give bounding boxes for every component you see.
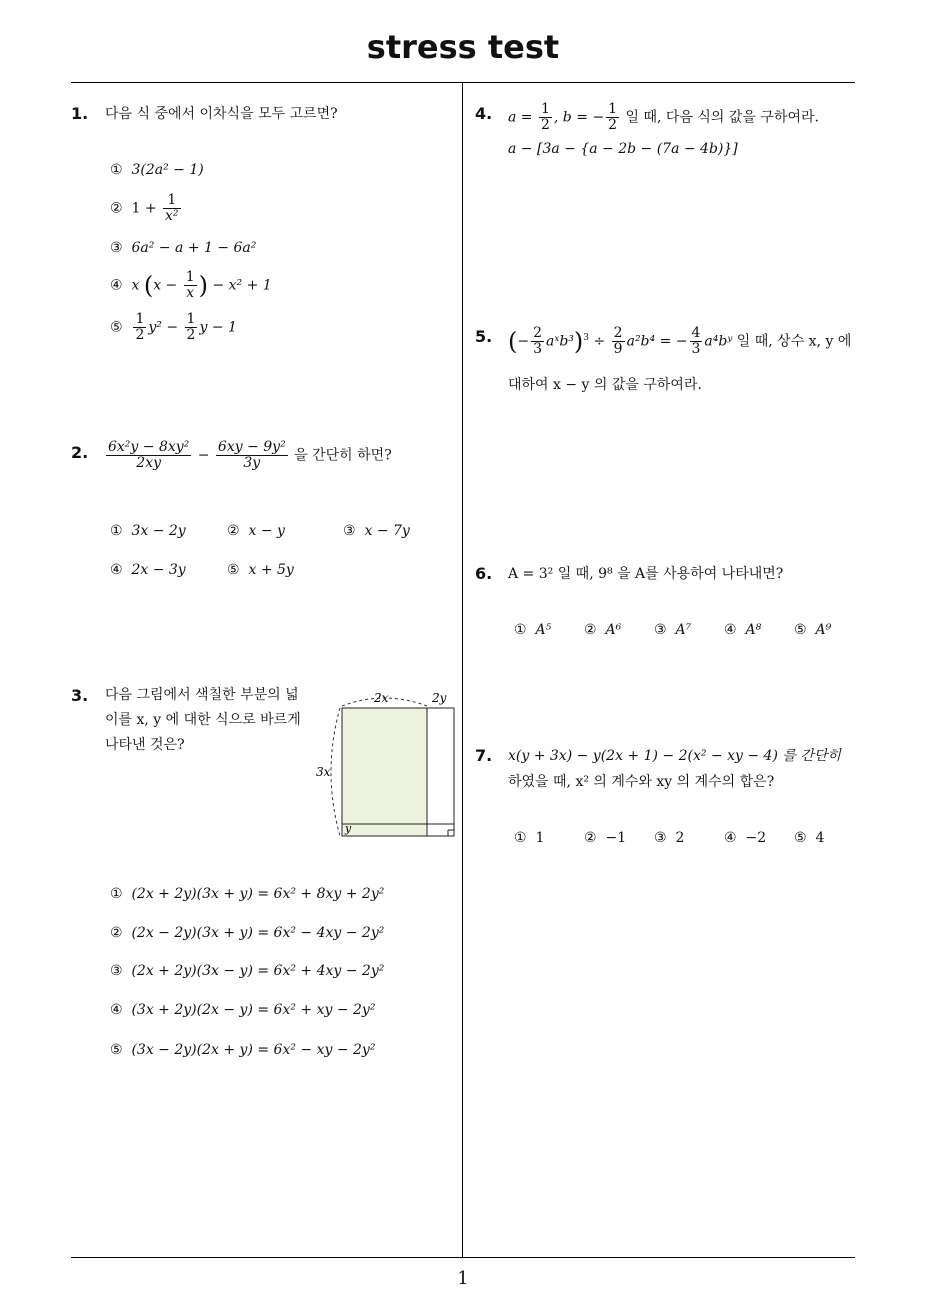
option-4[interactable]: ④ A⁸ [724, 622, 762, 638]
expression: a − [3a − {a − 2b − (7a − 4b)}] [508, 141, 738, 157]
column-divider [462, 83, 463, 1258]
rectangle-figure [310, 686, 462, 842]
option-2[interactable]: ② x − y [227, 523, 285, 539]
question-prompt-line2: 하였을 때, x² 의 계수와 xy 의 계수의 합은? [508, 774, 775, 790]
page-title: stress test [366, 28, 560, 66]
option-1[interactable]: ① (2x + 2y)(3x + y) = 6x² + 8xy + 2y² [110, 886, 385, 902]
question-prompt: 다음 식 중에서 이차식을 모두 고르면? [105, 106, 338, 122]
option-4[interactable]: ④ x (x − $\frac{1}{x}$ ) − x² + 1 [110, 269, 272, 301]
shaded-region [342, 708, 427, 836]
option-5[interactable]: ⑤ A⁹ [794, 622, 832, 638]
question-number: 4. [475, 104, 493, 123]
question-number: 1. [71, 104, 89, 123]
option-2[interactable]: ② (2x − 2y)(3x + y) = 6x² − 4xy − 2y² [110, 925, 385, 941]
bottom-rule [71, 1257, 855, 1258]
question-prompt-line2: 대하여 x − y 의 값을 구하여라. [508, 377, 702, 393]
question-prompt: a = $\frac{1}{2}$ , b = − $\frac{1}{2}$ 일 때, 다음 식의 값을 구하여라. [508, 101, 819, 133]
question-number: 2. [71, 443, 89, 462]
option-3[interactable]: ③ (2x + 2y)(3x − y) = 6x² + 4xy − 2y² [110, 963, 385, 979]
question-prompt: x(y + 3x) − y(2x + 1) − 2(x² − xy − 4) 를 간단히 [508, 748, 841, 764]
option-2[interactable]: ② −1 [584, 830, 627, 846]
option-5[interactable]: ⑤ x + 5y [227, 562, 294, 578]
option-5[interactable]: ⑤ 4 [794, 830, 825, 846]
question-number: 6. [475, 564, 493, 583]
option-3[interactable]: ③ 2 [654, 830, 685, 846]
question-prompt: 다음 그림에서 색칠한 부분의 넓이를 x, y 에 대한 식으로 바르게 나타낸 것은? [105, 687, 301, 753]
label-3x: 3x [316, 765, 331, 779]
option-5[interactable]: ⑤ $\frac{1}{2}$ y² − $\frac{1}{2}$ y − 1 [110, 311, 237, 343]
label-y: y [345, 822, 352, 835]
question-number: 5. [475, 327, 493, 346]
label-2x: 2x [374, 691, 389, 705]
option-1[interactable]: ① 3(2a² − 1) [110, 162, 204, 178]
question-number: 7. [475, 746, 493, 765]
option-3[interactable]: ③ A⁷ [654, 622, 692, 638]
option-4[interactable]: ④ −2 [724, 830, 767, 846]
option-4[interactable]: ④ 2x − 3y [110, 562, 186, 578]
question-prompt: A = 3² 일 때, 9⁸ 을 A를 사용하여 나타내면? [508, 566, 784, 582]
question-prompt: $\frac{\text{6x²y − 8xy²}}{2xy}$ − $\frac{\text{6xy − 9y²}}{3y}$ 을 간단히 하면? [108, 439, 392, 471]
option-1[interactable]: ① 1 [514, 830, 545, 846]
top-rule [71, 82, 855, 83]
option-1[interactable]: ① 3x − 2y [110, 523, 186, 539]
page-number: 1 [457, 1268, 469, 1289]
question-number: 3. [71, 686, 89, 705]
option-2[interactable]: ② A⁶ [584, 622, 622, 638]
label-2y: 2y [432, 691, 447, 705]
option-1[interactable]: ① A⁵ [514, 622, 552, 638]
option-4[interactable]: ④ (3x + 2y)(2x − y) = 6x² + xy − 2y² [110, 1002, 376, 1018]
option-3[interactable]: ③ 6a² − a + 1 − 6a² [110, 240, 257, 256]
option-2[interactable]: ② 1 + $\frac{1}{\text{x²}}$ [110, 192, 179, 224]
option-3[interactable]: ③ x − 7y [343, 523, 410, 539]
question-prompt: (− $\frac{2}{3}$ aˣb³)$^3$ ÷ $\frac{2}{9}$ a²b⁴ = − $\frac{4}{3}$ a⁴bʸ 일 때, 상수 x, y 에 [508, 325, 852, 358]
option-5[interactable]: ⑤ (3x − 2y)(2x + y) = 6x² − xy − 2y² [110, 1042, 376, 1058]
